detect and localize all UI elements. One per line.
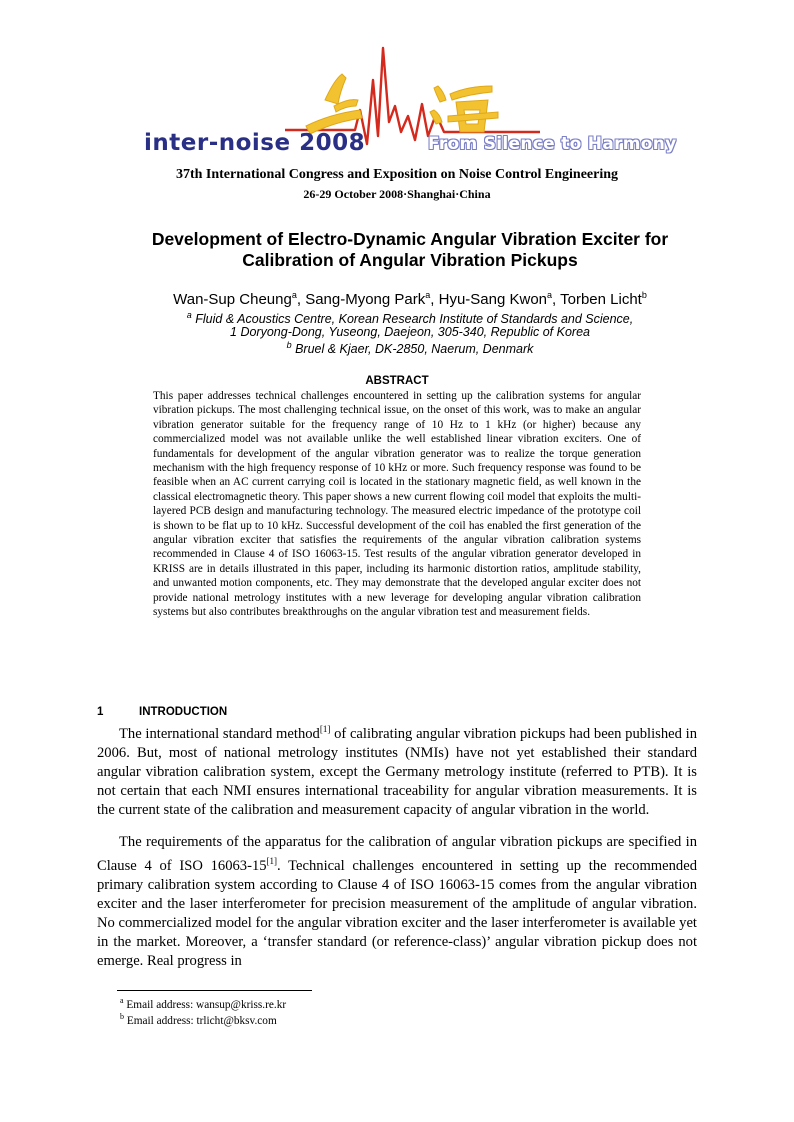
logo-slogan: From Silence to Harmony <box>428 134 677 154</box>
affiliation-b: $^b$ Bruel & Kjaer, DK-2850, Naerum, Denmark <box>286 340 534 357</box>
footnote: $^b$ Email address: trlicht@bksv.com <box>120 1012 277 1027</box>
affiliation-a: $^a$ Fluid & Acoustics Centre, Korean Research Institute of Standards and Science, <box>186 310 634 327</box>
body-paragraph: The requirements of the apparatus for the calibration of angular vibration pickups are specified in Clause 4 of ISO 16063-15[1]. Technical challenges encountered in setting up the recommended primary calibration system according to Clause 4 of ISO 16063-15 comes from the angular vibration exciter and the laser interferometer for precision measurement of the amplitude of angular vibration. No commercialized model for the angular vibration exciter and the laser interferometer is available yet in the market. Moreover, a ‘transfer standard (or reference-class)’ angular vibration pickup does not emerge. Real progress in <box>97 834 697 970</box>
author: Torben Licht$^b$ <box>560 290 647 308</box>
conference-logo <box>120 40 680 170</box>
paper-title-line: Calibration of Angular Vibration Pickups <box>242 250 578 270</box>
body-paragraph: The international standard method[1] of calibrating angular vibration pickups had been published in 2006. But, most of national metrology institutes (NMIs) have not yet established their standard angular vibration calibration system, except the Germany metrology institute (referred to PTB). It is not certain that each NMI ensures international traceability for angular vibration measurements. It is the current state of the calibration and measurement capacity of angular vibration in the world. <box>97 724 697 819</box>
conference-title: 37th International Congress and Exposition on Noise Control Engineering <box>175 167 619 182</box>
section-heading <box>97 706 227 718</box>
author: Sang-Myong Park$^a$, <box>305 290 439 308</box>
author: Wan-Sup Cheung$^a$, <box>173 290 306 308</box>
conference-date-location: 26-29 October 2008·Shanghai·China <box>303 187 491 201</box>
abstract-text: This paper addresses technical challenges encountered in setting up the calibration systems for angular vibration pickups. The most challenging technical issue, on the onset of this work, was to make an angular vibration generator suitable for the frequency range of 10 Hz to 1 kHz (or higher) because any commercialized model was not available unlike the well established linear vibration exciters. One of fundamentals for development of the angular vibration generator was to realize the torque generation mechanism with the high frequency response of 10 kHz or more. Such frequency response was found to be feasible when an AC current carrying coil is located in the stationary magnetic field, as well known in the classical electromagnetic theory. This paper shows a new current flowing coil model that exploits the multi-layered PCB design and manufacturing technology. The measured electric impedance of the prototype coil is shown to be flat up to 10 kHz. Successful development of the coil has enabled the first generation of the angular vibration exciter that satisfies the requirements of the angular vibration calibration systems recommended in Clause 4 of ISO 16063-15. Test results of the angular vibration generator developed in KRISS are in details illustrated in this paper, including its harmonic distortion ratios, amplitude stability, and unwanted motion components, etc. They may demonstrate that the developed angular exciter does not provide national metrology institutes with a new leverage for developing angular vibration calibration systems but also contributes breakthroughs on the angular vibration test and measurement fields. <box>153 390 641 619</box>
footnote-divider <box>117 990 312 991</box>
footnote: $^a$ Email address: wansup@kriss.re.kr <box>120 996 287 1011</box>
paper-title-line: Development of Electro-Dynamic Angular Vibration Exciter for <box>151 229 669 249</box>
logo-event-name: inter-noise 2008 <box>144 130 366 156</box>
citation-ref: [1] <box>266 856 278 867</box>
citation-ref: [1] <box>319 724 331 734</box>
affiliation-a-address: 1 Doryong-Dong, Yuseong, Daejeon, 305-340, Republic of Korea <box>230 325 590 339</box>
section-number: 1 <box>97 706 104 718</box>
paper-title <box>100 229 720 271</box>
author: Hyu-Sang Kwon$^a$, <box>438 290 561 308</box>
section-title: INTRODUCTION <box>139 706 228 718</box>
shanghai-glyphs <box>306 74 498 134</box>
abstract-heading: ABSTRACT <box>365 375 429 387</box>
author-list <box>60 290 760 308</box>
